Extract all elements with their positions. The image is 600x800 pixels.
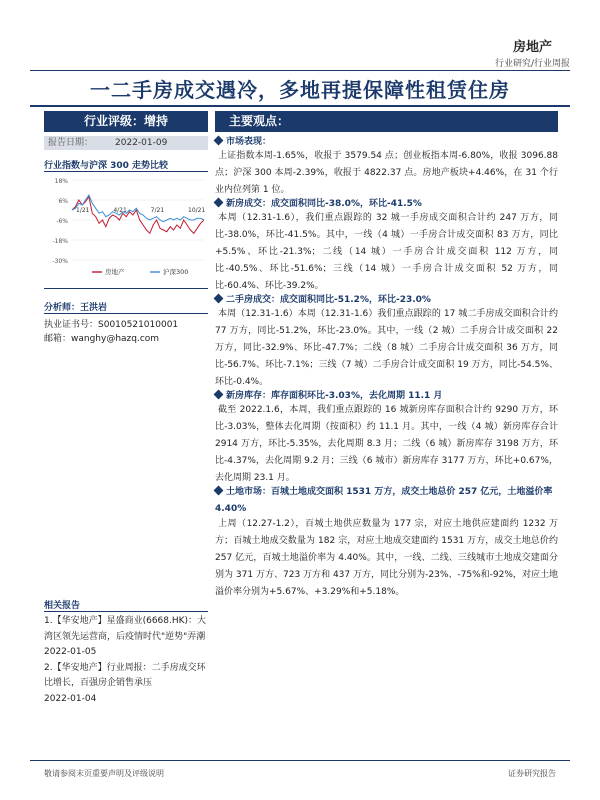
section-body-second-hand <box>215 306 558 391</box>
related-report-item[interactable] <box>44 661 208 708</box>
section-body-new-homes <box>215 210 558 295</box>
title-divider <box>30 105 570 107</box>
report-type: 行业研究/行业周报 <box>494 59 570 69</box>
report-date-label: 报告日期： <box>48 138 94 148</box>
y-tick-label: 18% <box>54 178 68 185</box>
section-title-text: 市场表现： <box>226 137 272 147</box>
chart-title: 行业指数与沪深 300 走势比较 <box>44 161 169 171</box>
footer-disclaimer: 敬请参阅末页重要声明及评级说明 <box>44 769 164 778</box>
section-body-market <box>215 148 558 199</box>
x-tick-label: 7/21 <box>150 207 165 214</box>
section-title-text: 新房库存：库存面积环比-3.03%，去化周期 11.1 月 <box>226 391 443 401</box>
section-title-text: 土地市场：百城土地成交面积 1531 万方，成交土地总价 257 亿元，土地溢价率 4.40% <box>215 487 553 514</box>
related-report-item[interactable] <box>44 614 208 661</box>
chart-top-divider <box>44 171 208 172</box>
x-tick-label: 10/21 <box>188 207 206 214</box>
analyst-divider <box>44 313 208 314</box>
report-category: 房地产 <box>512 40 552 55</box>
analyst-cert: 执业证书号：S0010521010001 <box>44 320 179 330</box>
section-title-new-homes <box>215 196 422 209</box>
section-title-text: 新房成交：成交面积同比-38.0%，环比-41.5% <box>226 199 422 209</box>
x-tick-label: 4/21 <box>113 207 127 214</box>
diamond-bullet-icon <box>214 294 224 304</box>
analyst-name: 分析师：王洪岩 <box>44 303 108 313</box>
x-tick-label: 1/21 <box>76 207 90 214</box>
related-reports-list <box>44 614 208 707</box>
diamond-bullet-icon <box>214 390 224 400</box>
report-date-row <box>44 136 208 150</box>
industry-rating: 行业评级：增持 <box>44 111 208 132</box>
series-line-hs300 <box>72 195 204 222</box>
y-tick-label: -18% <box>52 238 68 245</box>
chart-svg <box>44 174 208 284</box>
y-tick-label: 6% <box>58 198 68 205</box>
related-report-text: 2.【华安地产】行业周报：二手房成交环比增长，百强房企销售承压 <box>44 662 206 688</box>
y-tick-label: -30% <box>52 258 68 265</box>
diamond-bullet-icon <box>214 486 224 496</box>
section-paragraph: 上证指数本周-1.65%，收报于 3579.54 点；创业板指本周-6.80%，收报 3096.88 点；沪深 300 本周-2.39%，收报于 4822.37 点。房地产板块+4.46%，在 31 个行业内位列第 1 位。 <box>215 151 558 195</box>
related-report-text: 1.【华安地产】星盛商业(6668.HK)：大湾区领先运营商，后疫情时代"逆势"弄潮 <box>44 616 207 642</box>
chart-bottom-divider <box>44 288 208 289</box>
related-divider <box>44 611 208 612</box>
related-reports-label: 相关报告 <box>44 601 81 611</box>
index-comparison-chart <box>44 174 208 284</box>
diamond-bullet-icon <box>214 136 224 146</box>
report-date-value: 2022-01-09 <box>115 138 168 148</box>
section-paragraph: 上周（12.27-1.2），百城土地供应数量为 177 宗，对应土地供应建面约 1232 万方；百城土地成交数量为 182 宗，对应土地成交建面约 1531 万方，成交土地总价约 257 亿元，百城土地溢价率为 4.40%。其中，一线、二线、三线城市土地成交建面分别为 371 万方、723 万方和 437 万方，同比分别为-23%、-75%和-92%，对应土地溢价率分别为+5.67%、+3.29%和+5.18%。 <box>215 519 558 597</box>
section-body-land <box>215 516 558 601</box>
section-body-inventory <box>215 402 558 487</box>
analyst-email: 邮箱：wanghy@hazq.com <box>44 334 160 344</box>
section-title-inventory <box>215 388 442 401</box>
header-divider <box>30 70 570 71</box>
section-title-second-hand <box>215 292 431 305</box>
diamond-bullet-icon <box>214 198 224 208</box>
section-paragraph: 本周（12.31-1.6），我们重点跟踪的 32 城一手房成交面积合计约 247 万方，同比-38.0%，环比-41.5%。其中，一线（4 城）一手房合计成交面积 83 万方，同比+5.5%、环比-21.3%；二线（14 城）一手房合计成交面积 112 万方，同比-40.5%、环比-51.6%；三线（14 城）一手房合计成交面积 52 万方，同比-60.4%、环比-39.2%。 <box>215 213 558 291</box>
section-paragraph: 本周（12.31-1.6）本周（12.31-1.6）我们重点跟踪的 17 城二手房成交面积合计约 77 万方，同比-51.2%，环比-23.0%。其中，一线（2 城）二手房合计成交面积 22 万方，同比-32.9%、环比-47.7%；二线（8 城）二手房合计成交面积 36 万方，同比-56.7%、环比-7.1%；三线（7 城）二手房合计成交面积 19 万方，同比-54.5%、环比-0.4%。 <box>215 309 558 387</box>
section-title-text: 二手房成交：成交面积同比-51.2%，环比-23.0% <box>226 295 431 305</box>
legend-label: 房地产 <box>105 268 125 276</box>
y-tick-label: -6% <box>56 218 68 225</box>
section-title-land <box>215 484 558 518</box>
key-points-header: 主要观点： <box>215 111 558 132</box>
report-title: 一二手房成交遇冷，多地再提保障性租赁住房 <box>90 78 510 102</box>
section-title-market <box>215 134 271 147</box>
legend-label: 沪深300 <box>163 268 189 276</box>
related-report-date: 2022-01-05 <box>44 647 97 657</box>
section-paragraph: 截至 2022.1.6，本周，我们重点跟踪的 16 城新房库存面积合计约 9290 万方，环比-3.03%，整体去化周期（按面积）约 11.1 月。其中，一线（4 城）新房库存合计 2914 万方，环比-5.35%，去化周期 8.3 月；二线（6 城）新房库存 3198 万方，环比-4.37%，去化周期 9.2 月；三线（6 城市）新房库存 3177 万方，环比+0.67%，去化周期 23.1 月。 <box>215 405 558 483</box>
footer-divider <box>30 760 570 761</box>
footer-report-type: 证券研究报告 <box>508 769 556 778</box>
related-report-date: 2022-01-04 <box>44 693 97 704</box>
